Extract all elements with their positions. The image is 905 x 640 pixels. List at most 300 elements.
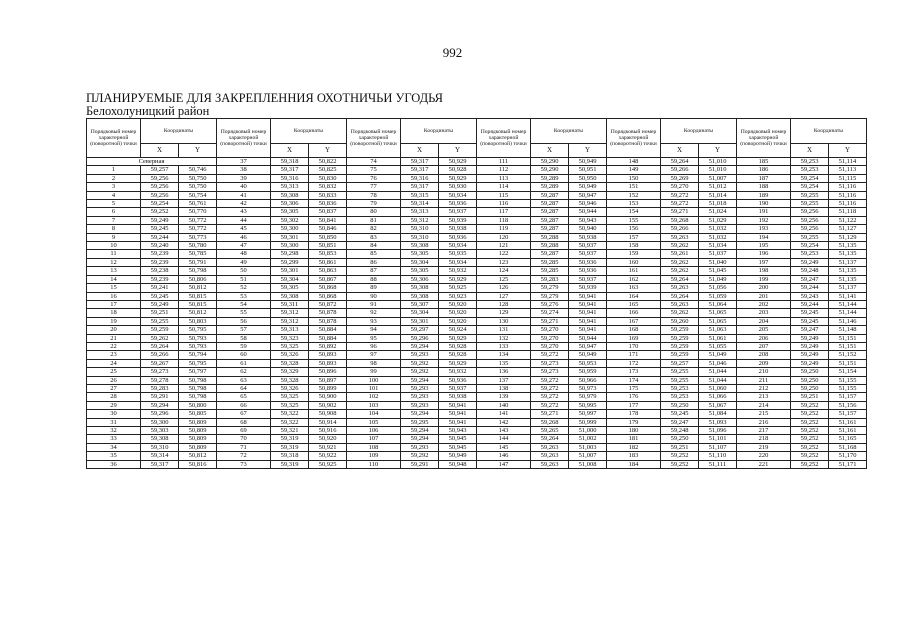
table-cell: 59,250: [791, 368, 829, 376]
table-cell: 59,308: [401, 242, 439, 250]
table-cell: 51,161: [829, 418, 867, 426]
table-cell: 59,255: [661, 368, 699, 376]
table-cell: 50,899: [309, 384, 347, 392]
table-cell: 50,929: [439, 359, 477, 367]
table-cell: 50,997: [569, 410, 607, 418]
table-cell: 50,979: [569, 393, 607, 401]
table-cell: 51: [217, 275, 271, 283]
table-cell: 59,241: [141, 284, 179, 292]
table-cell: 59,289: [531, 183, 569, 191]
table-cell: 50,934: [439, 258, 477, 266]
table-cell: 59,253: [791, 158, 829, 166]
table-cell: 59,251: [791, 393, 829, 401]
table-cell: 103: [347, 401, 401, 409]
table-cell: 59,253: [791, 250, 829, 258]
table-cell: 195: [737, 242, 791, 250]
table-cell: 50,943: [569, 216, 607, 224]
table-cell: 106: [347, 427, 401, 435]
table-cell: 137: [477, 376, 531, 384]
table-cell: 59,270: [531, 326, 569, 334]
table-cell: 59,267: [141, 359, 179, 367]
table-cell: 59,250: [661, 435, 699, 443]
table-cell: 214: [737, 401, 791, 409]
table-cell: 12: [87, 258, 141, 266]
table-cell: 59,291: [401, 460, 439, 468]
table-cell: 50,921: [309, 443, 347, 451]
table-cell: 59,251: [661, 443, 699, 451]
table-cell: 59: [217, 342, 271, 350]
table-cell: 16: [87, 292, 141, 300]
table-cell: 59,279: [531, 284, 569, 292]
table-cell: 59,293: [401, 351, 439, 359]
table-cell: 77: [347, 183, 401, 191]
table-cell: 59,273: [141, 368, 179, 376]
table-cell: 45: [217, 225, 271, 233]
table-cell: 51,110: [699, 452, 737, 460]
table-cell: 51,156: [829, 401, 867, 409]
table-cell: 59,325: [271, 401, 309, 409]
table-cell: 50,929: [439, 174, 477, 182]
table-cell: 97: [347, 351, 401, 359]
table-cell: 51,064: [699, 300, 737, 308]
table-cell: 202: [737, 300, 791, 308]
table-cell: 59,304: [271, 275, 309, 283]
section-label: Северная: [87, 158, 217, 166]
table-cell: 50,923: [439, 292, 477, 300]
table-cell: 59,317: [401, 183, 439, 191]
table-cell: 50,936: [439, 200, 477, 208]
table-cell: 15: [87, 284, 141, 292]
table-cell: 50,800: [179, 401, 217, 409]
table-cell: 32: [87, 427, 141, 435]
table-cell: 51,154: [829, 368, 867, 376]
table-cell: 50,841: [309, 216, 347, 224]
table-cell: 59,254: [141, 200, 179, 208]
table-row: [87, 166, 867, 174]
table-cell: 80: [347, 208, 401, 216]
table-cell: 50,780: [179, 242, 217, 250]
table-cell: 33: [87, 435, 141, 443]
table-cell: 118: [477, 216, 531, 224]
table-cell: 59,259: [141, 326, 179, 334]
table-cell: 81: [347, 216, 401, 224]
table-cell: 198: [737, 267, 791, 275]
table-cell: 50,948: [439, 460, 477, 468]
table-cell: 51,060: [699, 384, 737, 392]
table-cell: 50,795: [179, 326, 217, 334]
table-cell: 30: [87, 410, 141, 418]
table-cell: 124: [477, 267, 531, 275]
table-cell: 59,310: [401, 225, 439, 233]
header-x: X: [141, 144, 179, 158]
table-row: [87, 435, 867, 443]
table-cell: 93: [347, 317, 401, 325]
table-cell: 141: [477, 410, 531, 418]
table-cell: 85: [347, 250, 401, 258]
table-cell: 59,317: [401, 166, 439, 174]
table-cell: 123: [477, 258, 531, 266]
header-y: Y: [439, 144, 477, 158]
table-row: [87, 359, 867, 367]
table-cell: 59,249: [791, 351, 829, 359]
table-cell: 63: [217, 376, 271, 384]
table-row: [87, 242, 867, 250]
table-cell: 134: [477, 351, 531, 359]
table-cell: 59,271: [661, 208, 699, 216]
table-cell: 59,317: [401, 158, 439, 166]
table-cell: 59,300: [141, 418, 179, 426]
table-cell: 59,262: [661, 309, 699, 317]
table-cell: 59,262: [141, 334, 179, 342]
table-cell: 50,853: [309, 250, 347, 258]
table-cell: 59,305: [271, 284, 309, 292]
table-cell: 59,256: [141, 183, 179, 191]
table-cell: 59,312: [401, 216, 439, 224]
table-cell: 59,287: [531, 208, 569, 216]
table-cell: 34: [87, 443, 141, 451]
table-cell: 59,319: [271, 460, 309, 468]
table-cell: 51,127: [829, 225, 867, 233]
table-cell: 51,151: [829, 359, 867, 367]
table-cell: 51,049: [699, 351, 737, 359]
table-cell: 211: [737, 376, 791, 384]
table-cell: 143: [477, 427, 531, 435]
table-cell: 59,308: [401, 292, 439, 300]
table-cell: 50,951: [569, 166, 607, 174]
table-cell: 59,272: [531, 376, 569, 384]
table-cell: 59,328: [271, 359, 309, 367]
table-cell: 50,999: [569, 418, 607, 426]
table-cell: 59,249: [791, 359, 829, 367]
table-cell: 59,292: [401, 359, 439, 367]
table-cell: 121: [477, 242, 531, 250]
table-cell: 170: [607, 342, 661, 350]
table-cell: 59,292: [401, 452, 439, 460]
table-cell: 37: [217, 158, 271, 166]
table-cell: 51,116: [829, 200, 867, 208]
table-cell: 59,256: [141, 191, 179, 199]
table-cell: 51,029: [699, 216, 737, 224]
table-cell: 59,245: [141, 225, 179, 233]
table-cell: 59,301: [401, 317, 439, 325]
table-cell: 50,938: [439, 225, 477, 233]
table-cell: 127: [477, 292, 531, 300]
table-cell: 59,249: [791, 258, 829, 266]
table-cell: 50,937: [439, 208, 477, 216]
table-cell: 50,809: [179, 427, 217, 435]
table-cell: 17: [87, 300, 141, 308]
table-cell: 59,303: [141, 427, 179, 435]
table-cell: 9: [87, 233, 141, 241]
table-cell: 50,846: [309, 225, 347, 233]
table-row: [87, 250, 867, 258]
table-cell: 59,244: [141, 233, 179, 241]
table-cell: 208: [737, 351, 791, 359]
table-cell: 59,260: [661, 317, 699, 325]
table-cell: 59,294: [401, 410, 439, 418]
table-cell: 51,113: [829, 166, 867, 174]
table-cell: 51,049: [699, 275, 737, 283]
table-cell: 51,065: [699, 317, 737, 325]
table-cell: 59,238: [141, 267, 179, 275]
table-cell: 50,937: [569, 242, 607, 250]
table-cell: 51,044: [699, 376, 737, 384]
header-y: Y: [309, 144, 347, 158]
table-cell: 50,851: [309, 242, 347, 250]
table-cell: 126: [477, 284, 531, 292]
table-cell: 59,252: [791, 418, 829, 426]
table-cell: 50,809: [179, 443, 217, 451]
table-row: [87, 309, 867, 317]
table-cell: 51,010: [699, 158, 737, 166]
table-cell: 50,867: [309, 275, 347, 283]
table-cell: 40: [217, 183, 271, 191]
table-cell: 213: [737, 393, 791, 401]
table-cell: 59,283: [531, 275, 569, 283]
table-cell: 50,941: [569, 326, 607, 334]
table-cell: 23: [87, 351, 141, 359]
table-cell: 130: [477, 317, 531, 325]
table-cell: 50,868: [309, 292, 347, 300]
header-x: X: [271, 144, 309, 158]
table-cell: 50,893: [309, 359, 347, 367]
table-cell: 50,897: [309, 376, 347, 384]
table-cell: 59,294: [141, 401, 179, 409]
table-cell: 108: [347, 443, 401, 451]
table-cell: 50,863: [309, 267, 347, 275]
table-cell: 59,317: [271, 166, 309, 174]
table-cell: 178: [607, 410, 661, 418]
table-cell: 50,785: [179, 250, 217, 258]
table-cell: 50,878: [309, 317, 347, 325]
table-cell: 50,939: [569, 284, 607, 292]
table-cell: 50,900: [309, 393, 347, 401]
table-cell: 132: [477, 334, 531, 342]
table-cell: 59,248: [791, 267, 829, 275]
table-cell: 59,293: [401, 384, 439, 392]
table-cell: 111: [477, 158, 531, 166]
table-cell: 50,798: [179, 267, 217, 275]
table-cell: 50,924: [439, 326, 477, 334]
table-cell: 59,294: [401, 376, 439, 384]
table-cell: 201: [737, 292, 791, 300]
table-cell: 59,292: [401, 368, 439, 376]
table-cell: 59,239: [141, 258, 179, 266]
table-cell: 5: [87, 200, 141, 208]
table-cell: 184: [607, 460, 661, 468]
table-cell: 60: [217, 351, 271, 359]
table-cell: 29: [87, 401, 141, 409]
table-cell: 168: [607, 326, 661, 334]
table-cell: 51,008: [569, 460, 607, 468]
table-cell: 50,815: [179, 292, 217, 300]
table-cell: 59,313: [271, 183, 309, 191]
table-cell: 47: [217, 242, 271, 250]
table-cell: 51,168: [829, 443, 867, 451]
table-cell: 139: [477, 393, 531, 401]
table-cell: 140: [477, 401, 531, 409]
table-cell: 65: [217, 393, 271, 401]
table-cell: 59,252: [661, 460, 699, 468]
table-row: [87, 368, 867, 376]
table-cell: 51,024: [699, 208, 737, 216]
table-cell: 51,135: [829, 242, 867, 250]
table-cell: 51,037: [699, 250, 737, 258]
table-cell: 167: [607, 317, 661, 325]
table-cell: 101: [347, 384, 401, 392]
page-number: 992: [442, 45, 463, 60]
table-cell: 221: [737, 460, 791, 468]
table-cell: 193: [737, 225, 791, 233]
table-cell: 51,157: [829, 393, 867, 401]
table-row: [87, 216, 867, 224]
table-cell: 50,930: [439, 183, 477, 191]
table-cell: 51,170: [829, 452, 867, 460]
table-cell: 59,293: [401, 443, 439, 451]
table-cell: 50,941: [439, 401, 477, 409]
table-cell: 104: [347, 410, 401, 418]
table-cell: 51,032: [699, 225, 737, 233]
table-cell: 212: [737, 384, 791, 392]
table-cell: 25: [87, 368, 141, 376]
table-cell: 161: [607, 267, 661, 275]
table-cell: 50,929: [439, 158, 477, 166]
table-cell: 51,148: [829, 326, 867, 334]
table-cell: 51,107: [699, 443, 737, 451]
table-cell: 183: [607, 452, 661, 460]
table-cell: 50,944: [569, 208, 607, 216]
table-body: [87, 158, 867, 469]
table-cell: 119: [477, 225, 531, 233]
table-cell: 59,294: [401, 342, 439, 350]
table-row: [87, 191, 867, 199]
table-cell: 59,259: [661, 334, 699, 342]
table-cell: 50,832: [309, 183, 347, 191]
table-cell: 50,793: [179, 342, 217, 350]
table-cell: 158: [607, 242, 661, 250]
table-row: [87, 427, 867, 435]
table-cell: 50,773: [179, 233, 217, 241]
header-point-number: Порядковый номер характерной (поворотной) точки: [87, 119, 141, 158]
table-cell: 185: [737, 158, 791, 166]
table-cell: 50,896: [309, 368, 347, 376]
table-cell: 59,310: [141, 443, 179, 451]
table-cell: 187: [737, 174, 791, 182]
table-row: [87, 292, 867, 300]
table-cell: 50,939: [439, 216, 477, 224]
table-cell: 51,122: [829, 216, 867, 224]
table-cell: 64: [217, 384, 271, 392]
table-cell: 51,061: [699, 334, 737, 342]
table-cell: 194: [737, 233, 791, 241]
table-cell: 55: [217, 309, 271, 317]
table-cell: 59,247: [661, 418, 699, 426]
table-cell: 59,252: [791, 435, 829, 443]
table-cell: 96: [347, 342, 401, 350]
table-cell: 50,914: [309, 418, 347, 426]
table-cell: 59,302: [271, 216, 309, 224]
table-cell: 59,256: [141, 174, 179, 182]
table-cell: 51,115: [829, 174, 867, 182]
table-cell: 215: [737, 410, 791, 418]
table-cell: 59,312: [271, 309, 309, 317]
table-cell: 150: [607, 174, 661, 182]
table-cell: 59,313: [401, 208, 439, 216]
table-cell: 51,014: [699, 191, 737, 199]
table-cell: 59,316: [401, 174, 439, 182]
table-cell: 28: [87, 393, 141, 401]
table-cell: 197: [737, 258, 791, 266]
table-cell: 87: [347, 267, 401, 275]
table-row: [87, 393, 867, 401]
header-y: Y: [699, 144, 737, 158]
document-title: ПЛАНИРУЕМЫЕ ДЛЯ ЗАКРЕПЛЕННИЯ ОХОТНИЧЬИ УГОДЬЯ: [86, 91, 444, 105]
table-cell: 59,288: [531, 233, 569, 241]
table-cell: 50,750: [179, 174, 217, 182]
table-cell: 59,264: [531, 435, 569, 443]
table-cell: 59,245: [791, 317, 829, 325]
table-cell: 51,044: [699, 368, 737, 376]
table-cell: 49: [217, 258, 271, 266]
table-cell: 59,306: [401, 275, 439, 283]
table-cell: 50,940: [569, 225, 607, 233]
table-cell: 59,287: [531, 216, 569, 224]
table-cell: 179: [607, 418, 661, 426]
table-cell: 188: [737, 183, 791, 191]
table-cell: 59,301: [271, 267, 309, 275]
table-cell: 59,276: [531, 300, 569, 308]
table-row: [87, 452, 867, 460]
table-cell: 50,850: [309, 233, 347, 241]
header-coordinates: Координаты: [401, 119, 477, 144]
table-cell: 50,934: [439, 242, 477, 250]
table-cell: 59,252: [791, 460, 829, 468]
table-cell: 51,155: [829, 376, 867, 384]
table-cell: 59,245: [141, 292, 179, 300]
table-cell: 51,093: [699, 418, 737, 426]
table-cell: 59,255: [791, 200, 829, 208]
header-coordinates: Координаты: [141, 119, 217, 144]
table-cell: 51,157: [829, 410, 867, 418]
table-cell: 113: [477, 174, 531, 182]
table-cell: 39: [217, 174, 271, 182]
table-cell: 50,938: [439, 393, 477, 401]
table-cell: 59,259: [661, 351, 699, 359]
table-cell: 50,754: [179, 191, 217, 199]
table-cell: 59,269: [661, 174, 699, 182]
table-cell: 59,252: [791, 401, 829, 409]
table-cell: 18: [87, 309, 141, 317]
table-cell: 50,932: [439, 368, 477, 376]
table-cell: 59,293: [401, 401, 439, 409]
table-cell: 59,290: [531, 166, 569, 174]
table-cell: 59,252: [791, 452, 829, 460]
table-cell: 50,941: [569, 317, 607, 325]
table-cell: 176: [607, 393, 661, 401]
table-row: [87, 376, 867, 384]
table-cell: 51,055: [699, 342, 737, 350]
table-row: [87, 200, 867, 208]
table-cell: 116: [477, 200, 531, 208]
table-cell: 50,950: [569, 174, 607, 182]
table-cell: 50,928: [439, 166, 477, 174]
table-cell: 59,270: [531, 334, 569, 342]
table-cell: 59,296: [401, 334, 439, 342]
coordinates-table: [86, 118, 867, 469]
table-cell: 50,932: [439, 267, 477, 275]
table-cell: 59,289: [531, 174, 569, 182]
table-cell: 156: [607, 225, 661, 233]
